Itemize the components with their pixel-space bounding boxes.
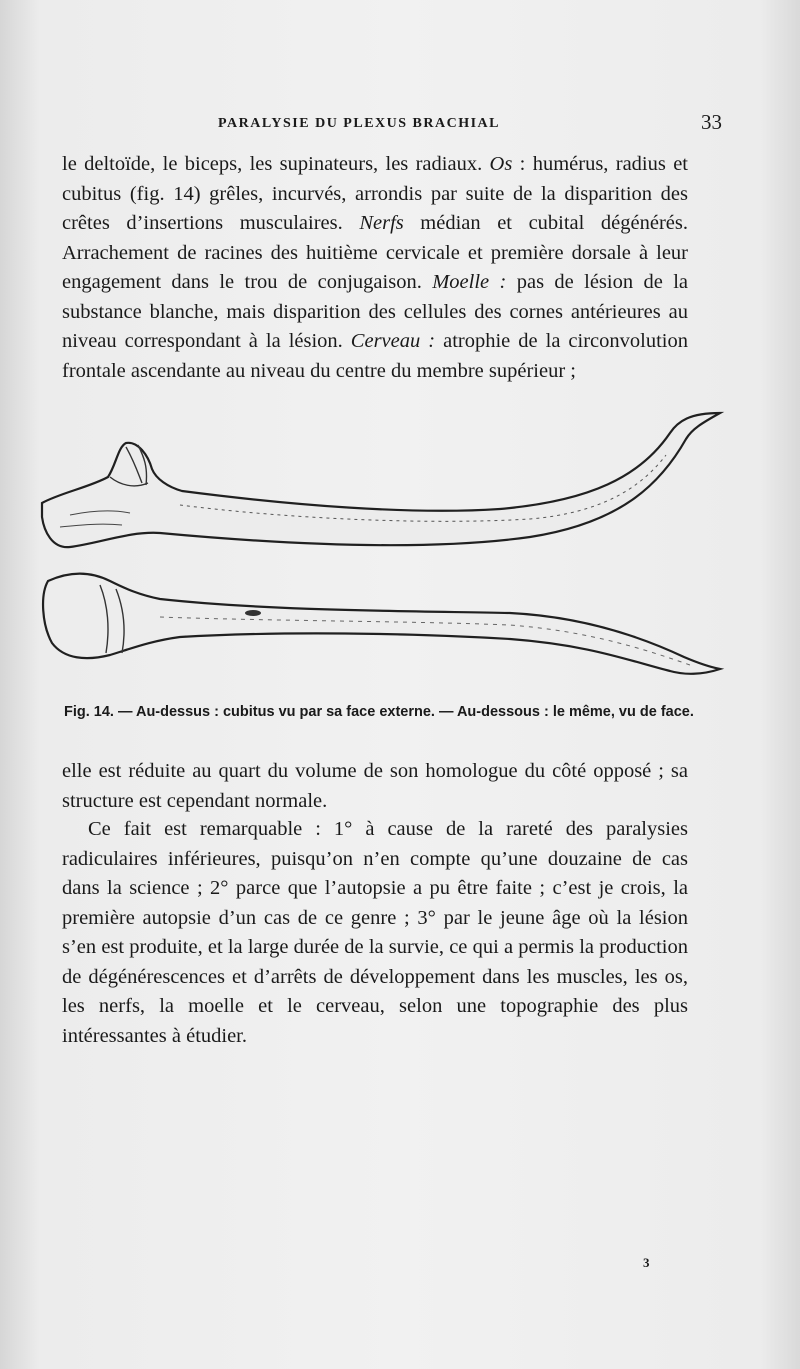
text-run: le deltoïde, le biceps, les supinateurs, les radiaux.: [62, 153, 490, 175]
running-head: PARALYSIE DU PLEXUS BRACHIAL: [218, 116, 500, 131]
figure-caption: Fig. 14. — Au-dessus : cubitus vu par sa face externe. — Au-dessous : le même, vu de face.: [64, 704, 694, 720]
text-run: Ce fait est remarquable : 1° à cause de la rareté des paralysies radiculaires inférieures, puisqu’on n’en compte qu’une douzaine de cas dans la science ; 2° parce que l’autopsie a pu être faite ; c’est je crois, la première autopsie d’un cas de ce genre ; 3° par le jeune âge où la lésion s’en est produite, et la large durée de la survie, ce qui a permis la production de dégénérescences et d’arrêts de développement dans les muscles, les os, les nerfs, la moelle et le cerveau, selon une topographie des plus intéressantes à étudier.: [62, 818, 688, 1047]
figure-14: [30, 405, 730, 695]
text-run: : humérus, radius et cubitus (fig. 14) grêles, incurvés, arrondis par suite de la disparition des crêtes d’insertions musculaires.: [62, 153, 688, 234]
text-run: elle est réduite au quart du volume de son homologue du côté opposé ; sa structure est cependant normale.: [62, 760, 688, 812]
paragraph-2: [62, 757, 688, 816]
lower-bone: [43, 574, 720, 674]
paragraph-3: [62, 815, 688, 1051]
upper-bone: [42, 413, 720, 547]
italic-term: Os: [489, 153, 513, 175]
text-run: atrophie de la circonvolution frontale ascendante au niveau du centre du membre supérieur ;: [62, 330, 688, 382]
signature-mark: 3: [643, 1255, 650, 1270]
italic-term: Moelle :: [432, 271, 507, 293]
text-run: médian et cubital dégénérés. Arrachement de racines des huitième cervicale et première dorsale à leur engagement dans le trou de conjugaison.: [62, 212, 688, 293]
page-header: [60, 110, 760, 136]
paragraph-1: [62, 150, 688, 386]
text-run: pas de lésion de la substance blanche, mais disparition des cellules des cornes antérieures au niveau correspondant à la lésion.: [62, 271, 688, 352]
italic-term: Cerveau :: [350, 330, 436, 352]
italic-term: Nerfs: [359, 212, 404, 234]
bone-illustration: [30, 405, 730, 695]
page-number: 33: [701, 110, 722, 134]
